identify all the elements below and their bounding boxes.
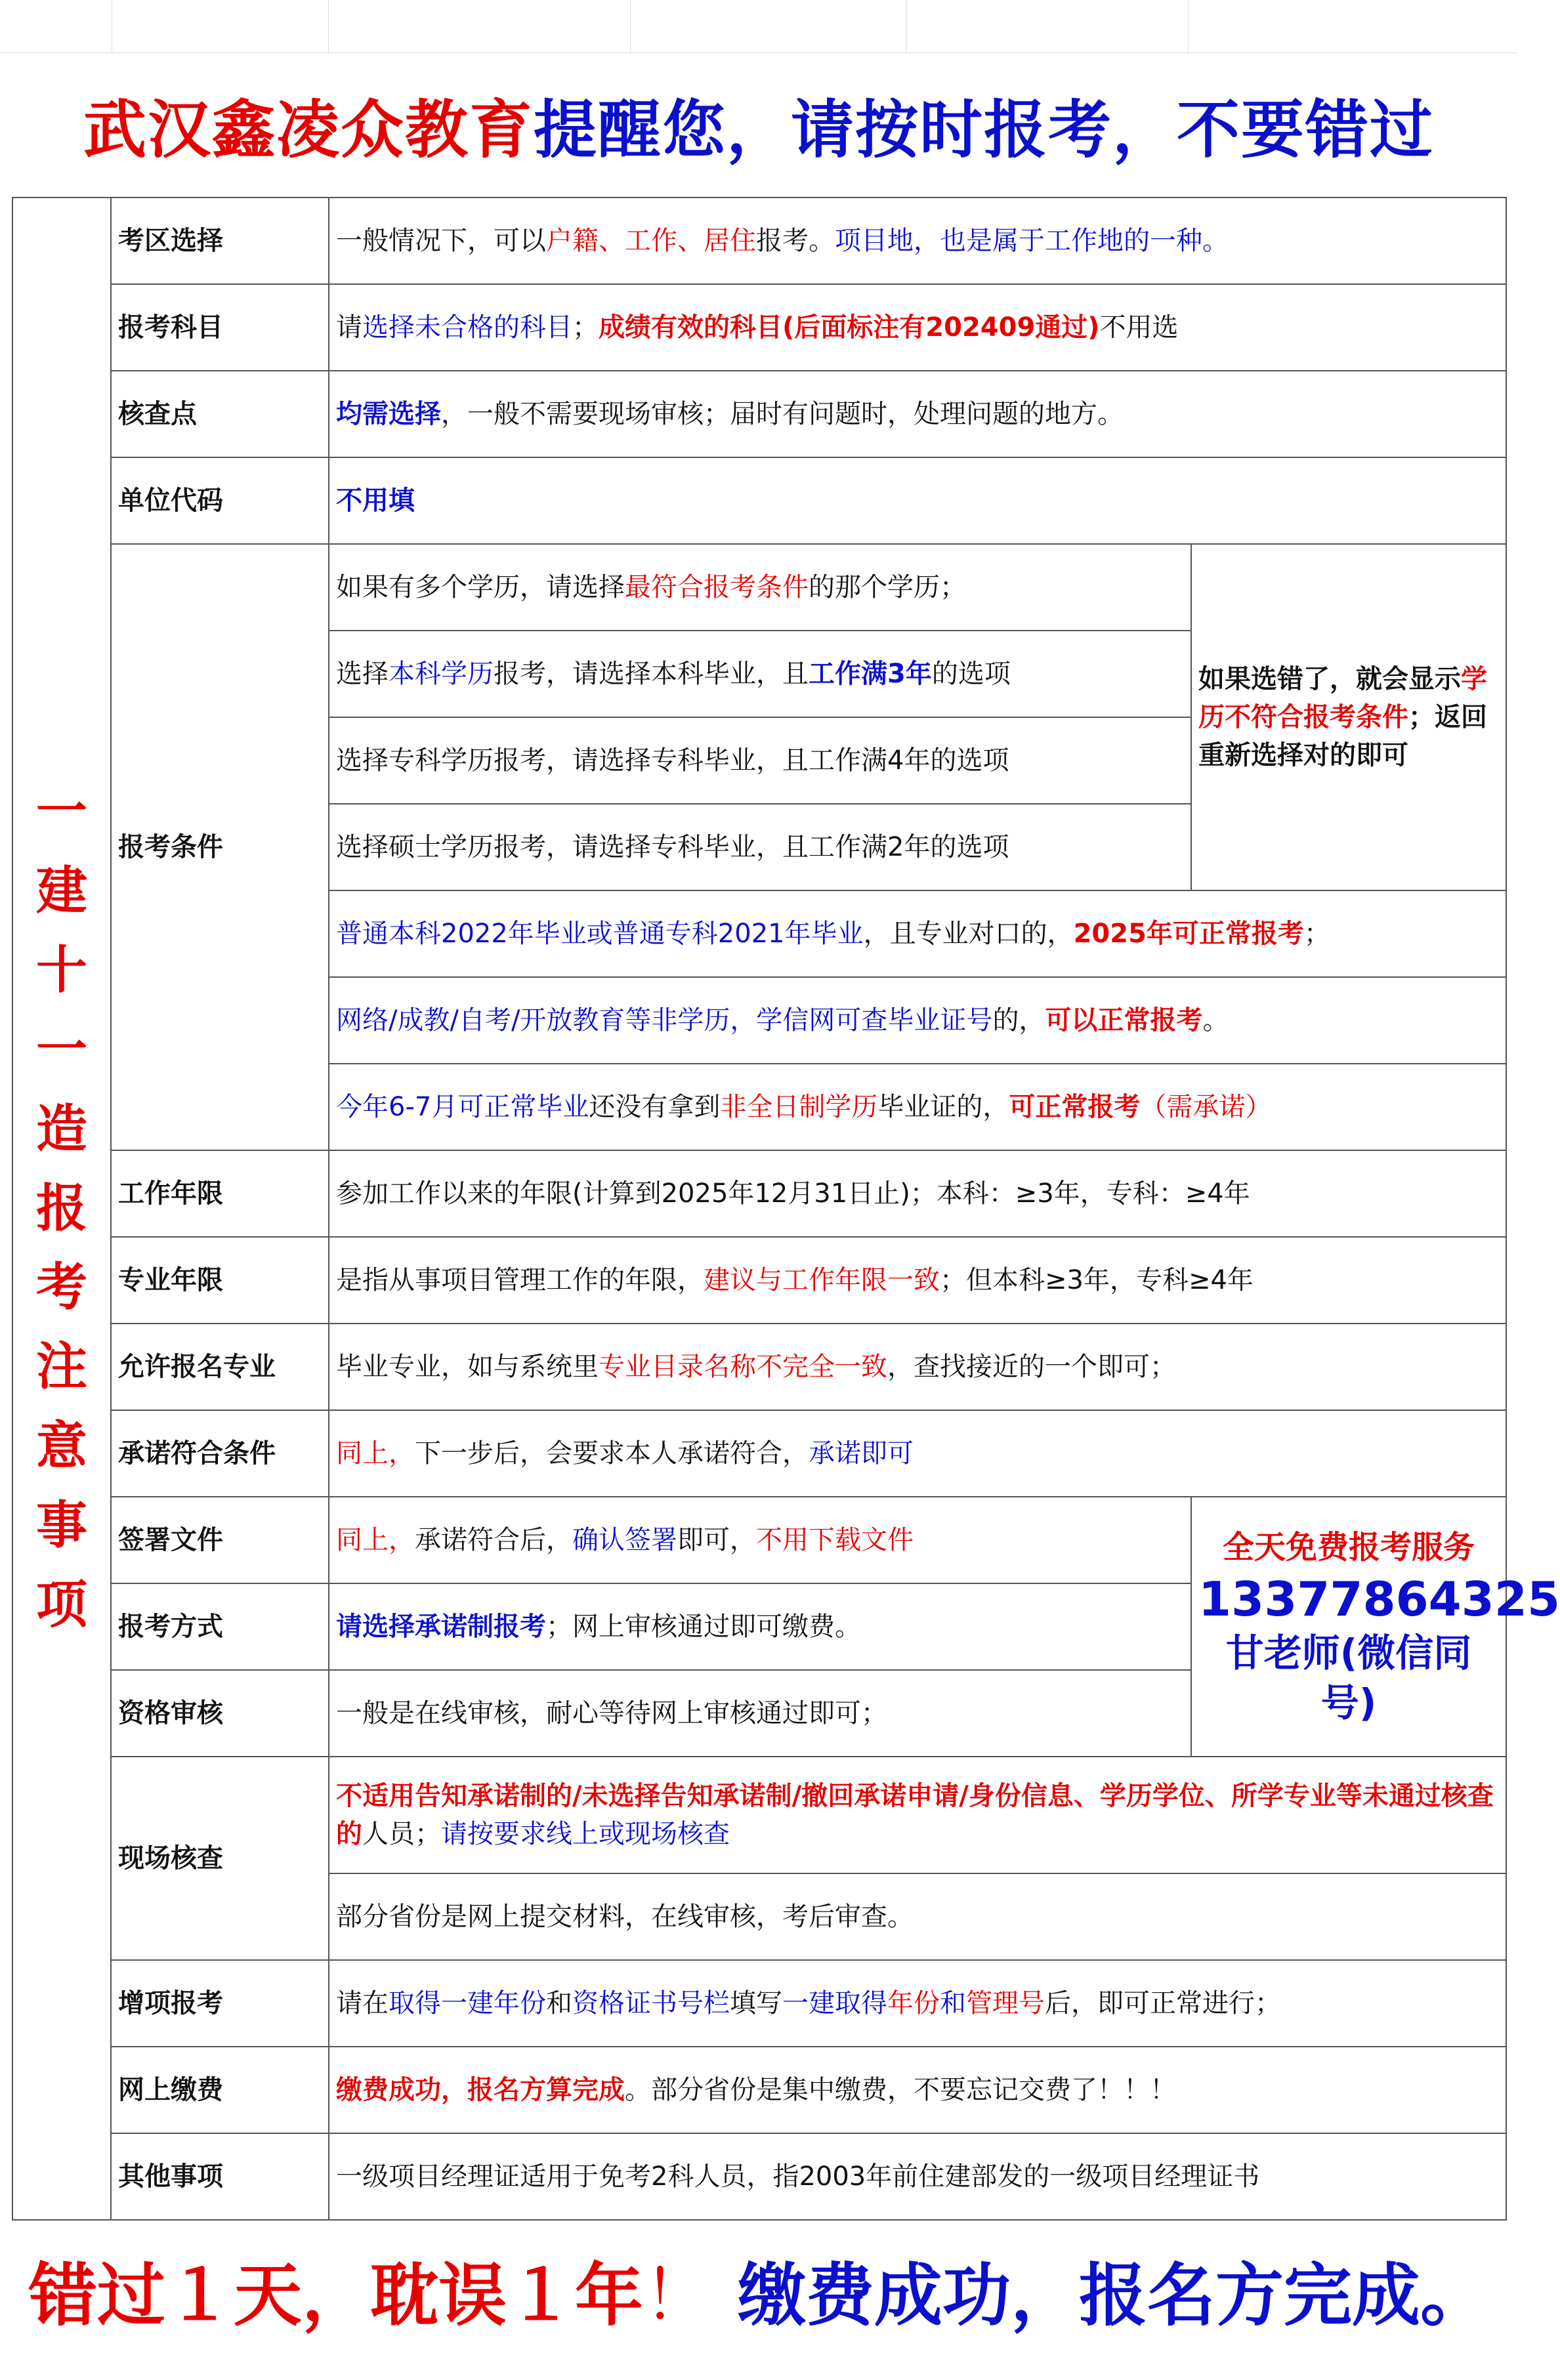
row-work xyxy=(12,1150,1506,1237)
footer-exclaim: ！ xyxy=(643,2255,711,2335)
row-check xyxy=(12,371,1506,457)
label-pay: 网上缴费 xyxy=(111,2047,329,2133)
service-box xyxy=(1191,1497,1560,1757)
content-sign: 同上，承诺符合后，确认签署即可，不用下载文件 xyxy=(329,1497,1191,1583)
content-allowed: 毕业专业，如与系统里专业目录名称不完全一致，查找接近的一个即可； xyxy=(329,1324,1506,1410)
content-method: 请选择承诺制报考；网上审核通过即可缴费。 xyxy=(329,1583,1191,1670)
row-unit xyxy=(12,457,1506,544)
title-org: 武汉鑫凌众教育 xyxy=(83,93,534,167)
row-onsite-1 xyxy=(12,1757,1506,1873)
title-reminder: 提醒您，请按时报考，不要错过 xyxy=(534,93,1434,167)
label-work: 工作年限 xyxy=(111,1150,329,1237)
notice-table xyxy=(12,197,1560,2221)
content-pay: 缴费成功，报名方算完成。部分省份是集中缴费，不要忘记交费了！！！ xyxy=(329,2047,1506,2133)
content-cond-2: 选择本科学历报考，请选择本科毕业，且工作满3年的选项 xyxy=(329,631,1191,717)
row-promise xyxy=(12,1410,1506,1497)
label-area: 考区选择 xyxy=(111,198,329,284)
footer-confirm: 缴费成功，报名方完成。 xyxy=(738,2255,1489,2335)
content-cond-1: 如果有多个学历，请选择最符合报考条件的那个学历； xyxy=(329,544,1191,631)
label-add: 增项报考 xyxy=(111,1960,329,2047)
content-unit: 不用填 xyxy=(329,457,1506,544)
row-pay xyxy=(12,2047,1506,2133)
side-title-cell xyxy=(12,198,111,2220)
row-area xyxy=(12,198,1506,284)
content-review: 一般是在线审核，耐心等待网上审核通过即可； xyxy=(329,1670,1191,1757)
sheet-gridlines xyxy=(0,0,1517,53)
content-cond-5: 普通本科2022年毕业或普通专科2021年毕业，且专业对口的，2025年可正常报考； xyxy=(329,890,1506,977)
side-title: 一建十一造报考注意事项 xyxy=(35,782,87,1635)
content-promise: 同上，下一步后，会要求本人承诺符合，承诺即可 xyxy=(329,1410,1506,1497)
row-sign xyxy=(12,1497,1506,1583)
label-allowed: 允许报名专业 xyxy=(111,1324,329,1410)
content-area: 一般情况下，可以户籍、工作、居住报考。项目地，也是属于工作地的一种。 xyxy=(329,198,1506,284)
content-onsite-2: 部分省份是网上提交材料，在线审核，考后审查。 xyxy=(329,1873,1506,1960)
service-contact: 甘老师(微信同号) xyxy=(1225,1631,1472,1725)
content-cond-3: 选择专科学历报考，请选择专科毕业，且工作满4年的选项 xyxy=(329,717,1191,804)
row-add xyxy=(12,1960,1506,2047)
label-major-years: 专业年限 xyxy=(111,1237,329,1324)
content-other: 一级项目经理证适用于免考2科人员，指2003年前住建部发的一级项目经理证书 xyxy=(329,2133,1506,2220)
footer-slogan xyxy=(0,2198,1517,2380)
label-onsite: 现场核查 xyxy=(111,1757,329,1960)
label-review: 资格审核 xyxy=(111,1670,329,1757)
label-promise: 承诺符合条件 xyxy=(111,1410,329,1497)
label-sign: 签署文件 xyxy=(111,1497,329,1583)
page-title xyxy=(0,52,1517,197)
footer-warning: 错过１天，耽误１年 xyxy=(28,2255,643,2335)
content-onsite-1: 不适用告知承诺制的/未选择告知承诺制/撤回承诺申请/身份信息、学历学位、所学专业等未通过核查的人员；请按要求线上或现场核查 xyxy=(329,1757,1506,1873)
row-cond-1 xyxy=(12,544,1506,631)
label-unit: 单位代码 xyxy=(111,457,329,544)
content-subject: 请选择未合格的科目；成绩有效的科目(后面标注有202409通过)不用选 xyxy=(329,284,1506,371)
row-allowed xyxy=(12,1324,1506,1410)
row-major-years xyxy=(12,1237,1506,1324)
row-subject xyxy=(12,284,1506,371)
content-check: 均需选择，一般不需要现场审核；届时有问题时，处理问题的地方。 xyxy=(329,371,1506,457)
content-work: 参加工作以来的年限(计算到2025年12月31日止)；本科：≥3年，专科：≥4年 xyxy=(329,1150,1506,1237)
content-add: 请在取得一建年份和资格证书号栏填写一建取得年份和管理号后，即可正常进行； xyxy=(329,1960,1506,2047)
label-other: 其他事项 xyxy=(111,2133,329,2220)
label-check: 核查点 xyxy=(111,371,329,457)
service-title: 全天免费报考服务 xyxy=(1222,1529,1475,1566)
label-subject: 报考科目 xyxy=(111,284,329,371)
label-cond: 报考条件 xyxy=(111,544,329,1150)
cond-note: 如果选错了，就会显示学历不符合报考条件；返回重新选择对的即可 xyxy=(1191,544,1506,890)
content-cond-7: 今年6-7月可正常毕业还没有拿到非全日制学历毕业证的，可正常报考（需承诺） xyxy=(329,1064,1506,1150)
content-major-years: 是指从事项目管理工作的年限，建议与工作年限一致；但本科≥3年，专科≥4年 xyxy=(329,1237,1506,1324)
service-phone[interactable]: 13377864325 xyxy=(1198,1572,1560,1627)
content-cond-4: 选择硕士学历报考，请选择专科毕业，且工作满2年的选项 xyxy=(329,804,1191,890)
label-method: 报考方式 xyxy=(111,1583,329,1670)
content-cond-6: 网络/成教/自考/开放教育等非学历，学信网可查毕业证号的，可以正常报考。 xyxy=(329,977,1506,1064)
